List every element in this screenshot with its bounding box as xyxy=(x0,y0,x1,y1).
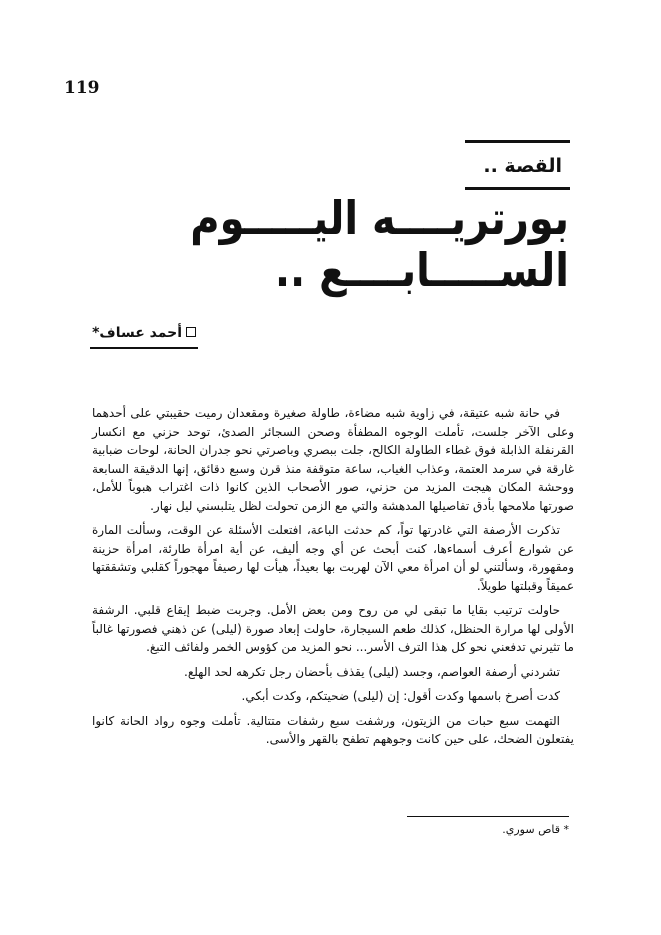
page-number: 119 xyxy=(64,78,100,98)
paragraph: في حانة شبه عتيقة، في زاوية شبه مضاءة، طاولة صغيرة ومقعدان رميت حقيبتي على أحدهما وعلى الآخر جلست، تأملت الوجوه المطفأة وصحن السجائر الصدئ، توحد حزني مع انكسار القرنفلة الذابلة فوق غطاء الطاولة الكالح، جلت ببصري وباصرتي نحو جدران الحانة، لوحات ضبابية غارقة في سرمد العتمة، وعذاب الغياب، ساعة متوقفة منذ قرن وسبع دقائق، إنها الدقيقة السابعة ووحشة المكان هيجت المزيد من حزني، صور الأصحاب الذين كانوا ذات اغتراب هبوباً للأمل، صورتها ملامحها بأدق تفاصيلها المدهشة والتي مع الزمن تحولت لظل يتلبسني ليل نهار. xyxy=(92,406,574,513)
story-title-line-1: بورتريــــه اليـــــوم xyxy=(190,192,569,246)
footnote-divider xyxy=(407,816,569,817)
author-line xyxy=(92,325,196,341)
author-block xyxy=(90,315,198,349)
paragraph: تشردني أرصفة العواصم، وجسد (ليلى) يقذف بأحضان رجل تكرهه لحد الهلع. xyxy=(184,664,560,679)
story-title-line-2: الســـــابــــع .. xyxy=(274,244,569,298)
paragraph: حاولت ترتيب بقايا ما تبقى لي من روح ومن بعض الأمل. وجربت ضبط إيقاع قلبي. الرشفة الأولى لها مرارة الحنظل، كذلك طعم السيجارة، حاولت إبعاد صورة (ليلى) عن ذهني فصورتها غالباً ما تثيرني تدفعني نحو كل هذا الترف الأسر... نحو المزيد من كؤوس الخمر ولفائف التبغ. xyxy=(92,603,574,654)
section-label: القصة .. xyxy=(483,155,562,177)
section-header xyxy=(465,140,570,190)
author-name: أحمد عساف* xyxy=(92,325,182,341)
footnote: * قاص سوري. xyxy=(502,823,569,836)
paragraph: تذكرت الأرصفة التي غادرتها تواً، كم حدثت الباعة، افتعلت الأسئلة عن الوقت، وسألت المارة عن شوارع أعرف أسماءها، كنت أبحث عن أي وجه أليف، عن أية امرأة طارئة، امرأة حزينة ومقهورة، وسألتني لو أن امرأة معي الآن لهربت بها بعيداً، هيأت لها رصيفاً مهجوراً كقلبي وتشققتها عميقاً وقبلتها طويلاً. xyxy=(92,523,574,593)
square-bullet-icon xyxy=(186,327,196,337)
story-body xyxy=(92,404,574,755)
paragraph: كدت أصرخ باسمها وكدت أقول: إن (ليلى) ضحيتكم، وكدت أبكي. xyxy=(241,689,560,703)
paragraph: التهمت سبع حبات من الزيتون، ورشفت سبع رشفات متتالية. تأملت وجوه رواد الحانة كانوا يفتعلون الضحك، على حين كانت وجوههم تطفح بالقهر والأسى. xyxy=(92,713,574,746)
